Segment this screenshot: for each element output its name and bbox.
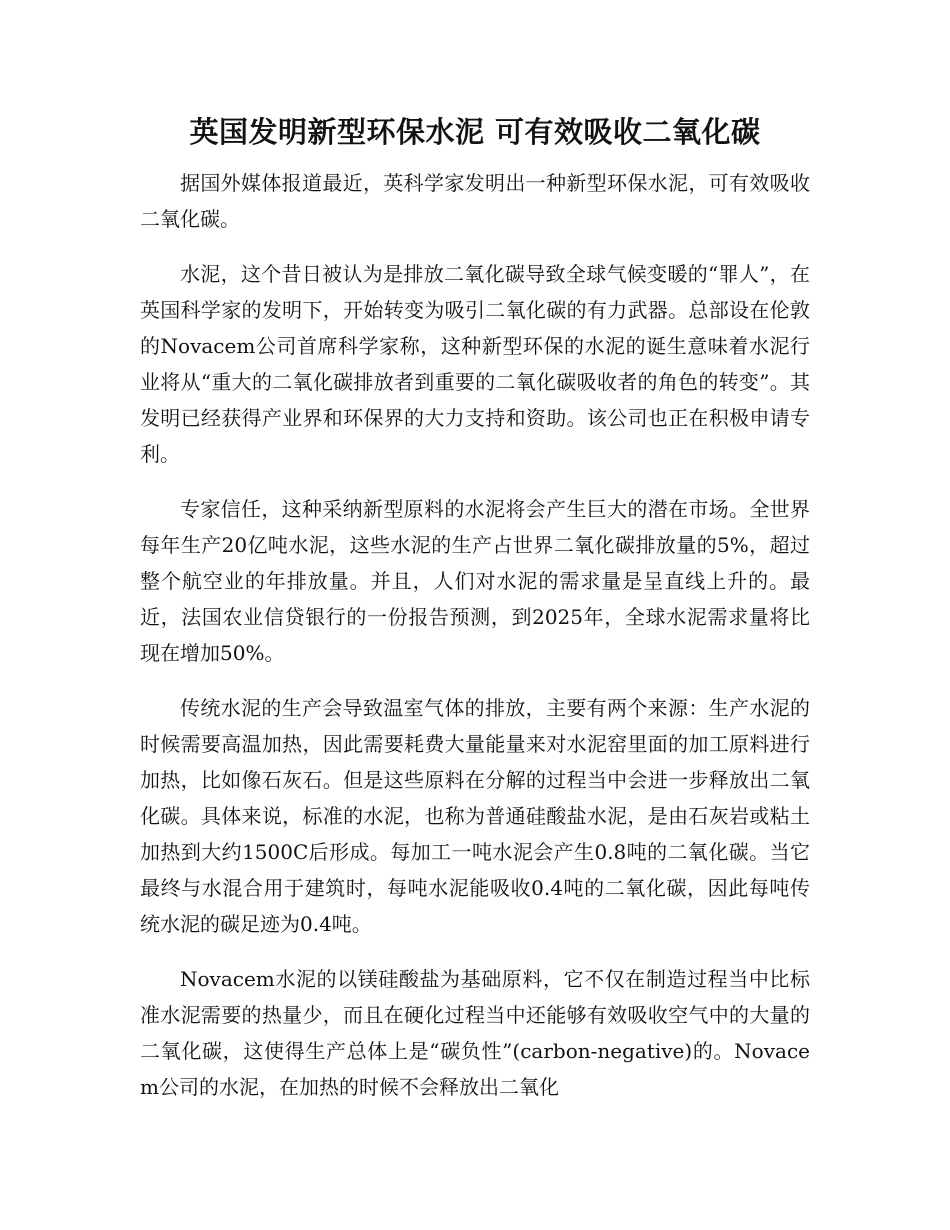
paragraph-4: 传统水泥的生产会导致温室气体的排放，主要有两个来源：生产水泥的时候需要高温加热，因此需要耗费大量能量来对水泥窑里面的加工原料进行加热，比如像石灰石。但是这些原料在分解的过程当中会进一步释放出二氧化碳。具体来说，标准的水泥，也称为普通硅酸盐水泥，是由石灰岩或粘土加热到大约1500C后形成。每加工一吨水泥会产生0.8吨的二氧化碳。当它最终与水混合用于建筑时，每吨水泥能吸收0.4吨的二氧化碳，因此每吨传统水泥的碳足迹为0.4吨。 xyxy=(140,696,810,936)
paragraph-2: 水泥，这个昔日被认为是排放二氧化碳导致全球气候变暖的“罪人”，在英国科学家的发明下，开始转变为吸引二氧化碳的有力武器。总部设在伦敦的Novacem公司首席科学家称，这种新型环保的水泥的诞生意味着水泥行业将从“重大的二氧化碳排放者到重要的二氧化碳吸收者的角色的转变”。其发明已经获得产业界和环保界的大力支持和资助。该公司也正在积极申请专利。 xyxy=(140,262,810,466)
paragraph-1: 据国外媒体报道最近，英科学家发明出一种新型环保水泥，可有效吸收二氧化碳。 xyxy=(140,171,810,231)
document-title: 英国发明新型环保水泥 可有效吸收二氧化碳 xyxy=(189,115,761,149)
article-body xyxy=(140,165,810,1124)
paragraph-5: Novacem水泥的以镁硅酸盐为基础原料，它不仅在制造过程当中比标准水泥需要的热量少，而且在硬化过程当中还能够有效吸收空气中的大量的二氧化碳，这使得生产总体上是“碳负性”(carbon-negative)的。Novacem公司的水泥，在加热的时候不会释放出二氧化 xyxy=(140,967,810,1099)
paragraph-3: 专家信任，这种采纳新型原料的水泥将会产生巨大的潜在市场。全世界每年生产20亿吨水泥，这些水泥的生产占世界二氧化碳排放量的5%，超过整个航空业的年排放量。并且，人们对水泥的需求量是呈直线上升的。最近，法国农业信贷银行的一份报告预测，到2025年，全球水泥需求量将比现在增加50%。 xyxy=(140,497,810,665)
